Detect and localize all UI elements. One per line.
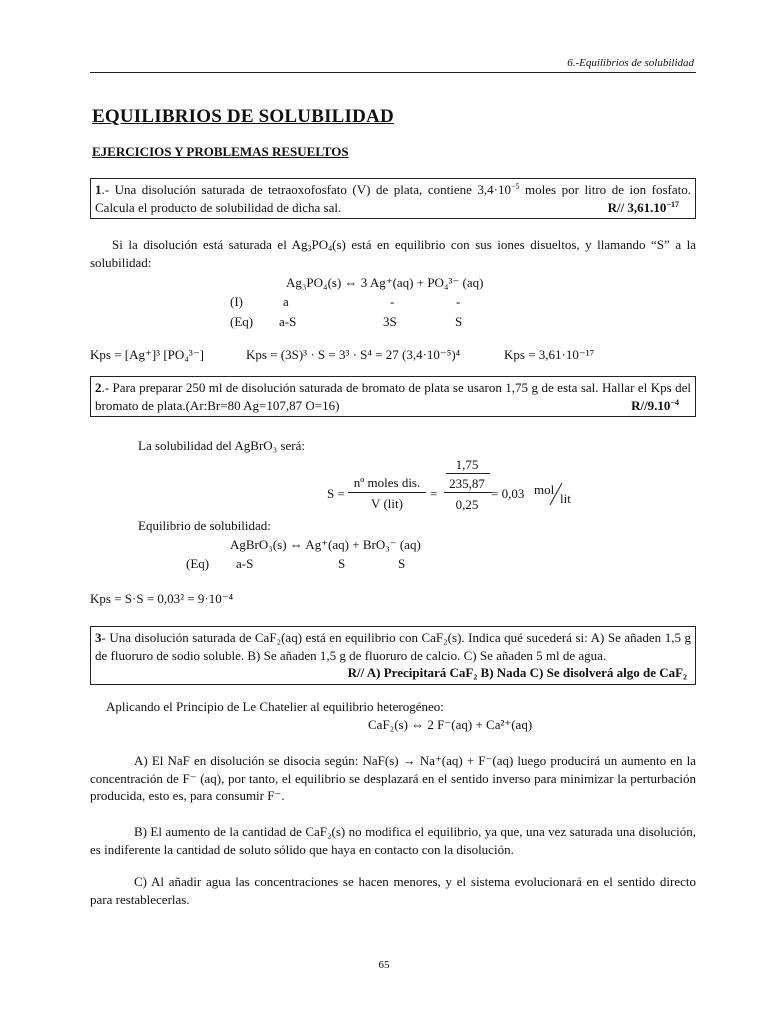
section-subtitle: EJERCICIOS Y PROBLEMAS RESUELTOS: [92, 144, 349, 159]
row-i-b: -: [390, 294, 395, 309]
problem-3-box: [90, 626, 696, 685]
problem-1-number: 1: [95, 182, 102, 197]
solution-2-intro: La solubilidad del AgBrO₃ será:: [138, 438, 306, 453]
problem-2-number: 2: [95, 380, 102, 395]
problem-3-text: - Una disolución saturada de CaF₂(aq) está en equilibrio con CaF₂(s). Indica qué sucederá si: A) Se añaden 1,5 g de fluoruro de sodio soluble. B) Se añaden 1,5 g de fluoruro de calcio. C) Se añaden 5 ml de agua.: [95, 630, 691, 663]
s2-row-eq-b: S: [338, 556, 346, 571]
solution-3-para-c: C) Al añadir agua las concentraciones se hacen menores, y el sistema evolucionará en el sentido directo para restablecerlas.: [90, 874, 696, 907]
fraction-1-denominator: V (lit): [371, 496, 403, 511]
page-number: 65: [378, 959, 390, 971]
solution-3-equilibrium: CaF₂(s) ⇔ 2 F⁻(aq) + Ca²⁺(aq): [368, 717, 533, 732]
fraction-2-inner-num: 1,75: [455, 457, 479, 472]
unit-denominator: lit: [560, 491, 571, 506]
fraction-2-denominator: 0,25: [455, 497, 479, 512]
problem-2-answer-text: R//9.10: [631, 397, 671, 413]
problem-1-answer-text: R// 3,61.10: [607, 199, 667, 215]
fraction-2-inner-bar: [446, 473, 490, 474]
problem-3-number: 3: [95, 630, 102, 645]
problem-1-exp: −5: [510, 182, 520, 191]
solution-1-sub3: 3: [307, 244, 312, 253]
solution-3-intro: Aplicando el Principio de Le Chatelier al equilibrio heterogéneo:: [106, 699, 444, 714]
solution-1-equation: Ag₃PO₄(s) ⇔ 3 Ag⁺(aq) + PO₄³⁻ (aq): [286, 275, 484, 290]
solution-3-para-a: A) El NaF en disolución se disocia según: NaF(s) → Na⁺(aq) + F⁻(aq) luego producirá un aumento en la concentración de F⁻ (aq), por tanto, el equilibrio se desplazará en el sentido inverso para minimizar la perturbación producida, esto es, para consumir F⁻.: [90, 753, 696, 804]
kps-1-calc: Kps = (3S)³ · S = 3³ · S⁴ = 27 (3,4·10⁻⁵)⁴: [246, 347, 461, 362]
problem-1-box: [90, 178, 696, 219]
header-rule: [90, 72, 696, 73]
solution-1-intro-b: PO: [311, 237, 329, 252]
solution-2-equilibrium: AgBrO₃(s) ⇔ Ag⁺(aq) + BrO₃⁻ (aq): [230, 537, 421, 552]
problem-3-answer: R// A) Precipitará CaF₂ B) Nada C) Se disolverá algo de CaF₂: [347, 665, 687, 681]
problem-1-answer: [608, 199, 679, 217]
equals-sign: =: [430, 486, 438, 501]
problem-1-text-a: .- Una disolución saturada de tetraoxofosfato (V) de plata, contiene 3,4·10: [101, 182, 511, 197]
kps-1-result: Kps = 3,61·10⁻¹⁷: [504, 347, 595, 362]
solution-2-equilibrium-label: Equilibrio de solubilidad:: [138, 518, 271, 533]
row-i-c: -: [456, 294, 461, 309]
fraction-2-bar: [444, 492, 492, 493]
s-result: = 0,03: [491, 486, 525, 501]
fraction-1-bar: [348, 492, 426, 493]
problem-2-box: [90, 376, 696, 417]
solution-1-intro-c: (s) está en equilibrio con sus iones disueltos, y llamando “S” a la solubilidad:: [90, 237, 696, 270]
kps-2: Kps = S·S = 0,03² = 9·10⁻⁴: [90, 591, 234, 606]
solution-1-intro: [90, 236, 696, 271]
fraction-1-numerator: nº moles dis.: [353, 475, 421, 490]
row-i-label: (I): [230, 294, 243, 309]
problem-1-text-b: moles por litro de ion fosfato. Calcula el producto de solubilidad de dicha sal.: [95, 182, 691, 215]
page-title: EQUILIBRIOS DE SOLUBILIDAD: [92, 106, 394, 127]
solution-3-para-b: B) El aumento de la cantidad de CaF₂(s) no modifica el equilibrio, ya que, una vez saturada una disolución, es indiferente la cantidad de soluto sólido que haya en contacto con la disolución.: [90, 824, 696, 857]
problem-2-answer: [631, 397, 679, 415]
kps-1-expression: Kps = [Ag⁺]³ [PO₄³⁻]: [90, 347, 204, 362]
problem-2-answer-exp: −4: [670, 397, 679, 407]
s2-row-eq-c: S: [398, 556, 406, 571]
row-i-a: a: [283, 294, 289, 309]
solution-1-sub4: 4: [328, 244, 333, 253]
s2-row-eq-label: (Eq): [186, 556, 210, 571]
running-header: 6.-Equilibrios de solubilidad: [567, 57, 694, 69]
row-eq-label: (Eq): [230, 314, 254, 329]
s-label: S =: [327, 486, 345, 501]
row-eq-b: 3S: [383, 314, 397, 329]
problem-1-answer-exp: −17: [666, 199, 679, 209]
solution-1-intro-a: Si la disolución está saturada el Ag: [112, 237, 308, 252]
fraction-2-inner-den: 235,87: [449, 476, 485, 491]
unit-numerator: mol: [534, 482, 555, 497]
problem-2-text: .- Para preparar 250 ml de disolución saturada de bromato de plata se usaron 1,75 g de esta sal. Hallar el Kps del bromato de plata.(Ar:Br=80 Ag=107,87 O=16): [95, 380, 691, 413]
row-eq-c: S: [455, 314, 463, 329]
row-eq-a: a-S: [279, 314, 297, 329]
s2-row-eq-a: a-S: [236, 556, 254, 571]
